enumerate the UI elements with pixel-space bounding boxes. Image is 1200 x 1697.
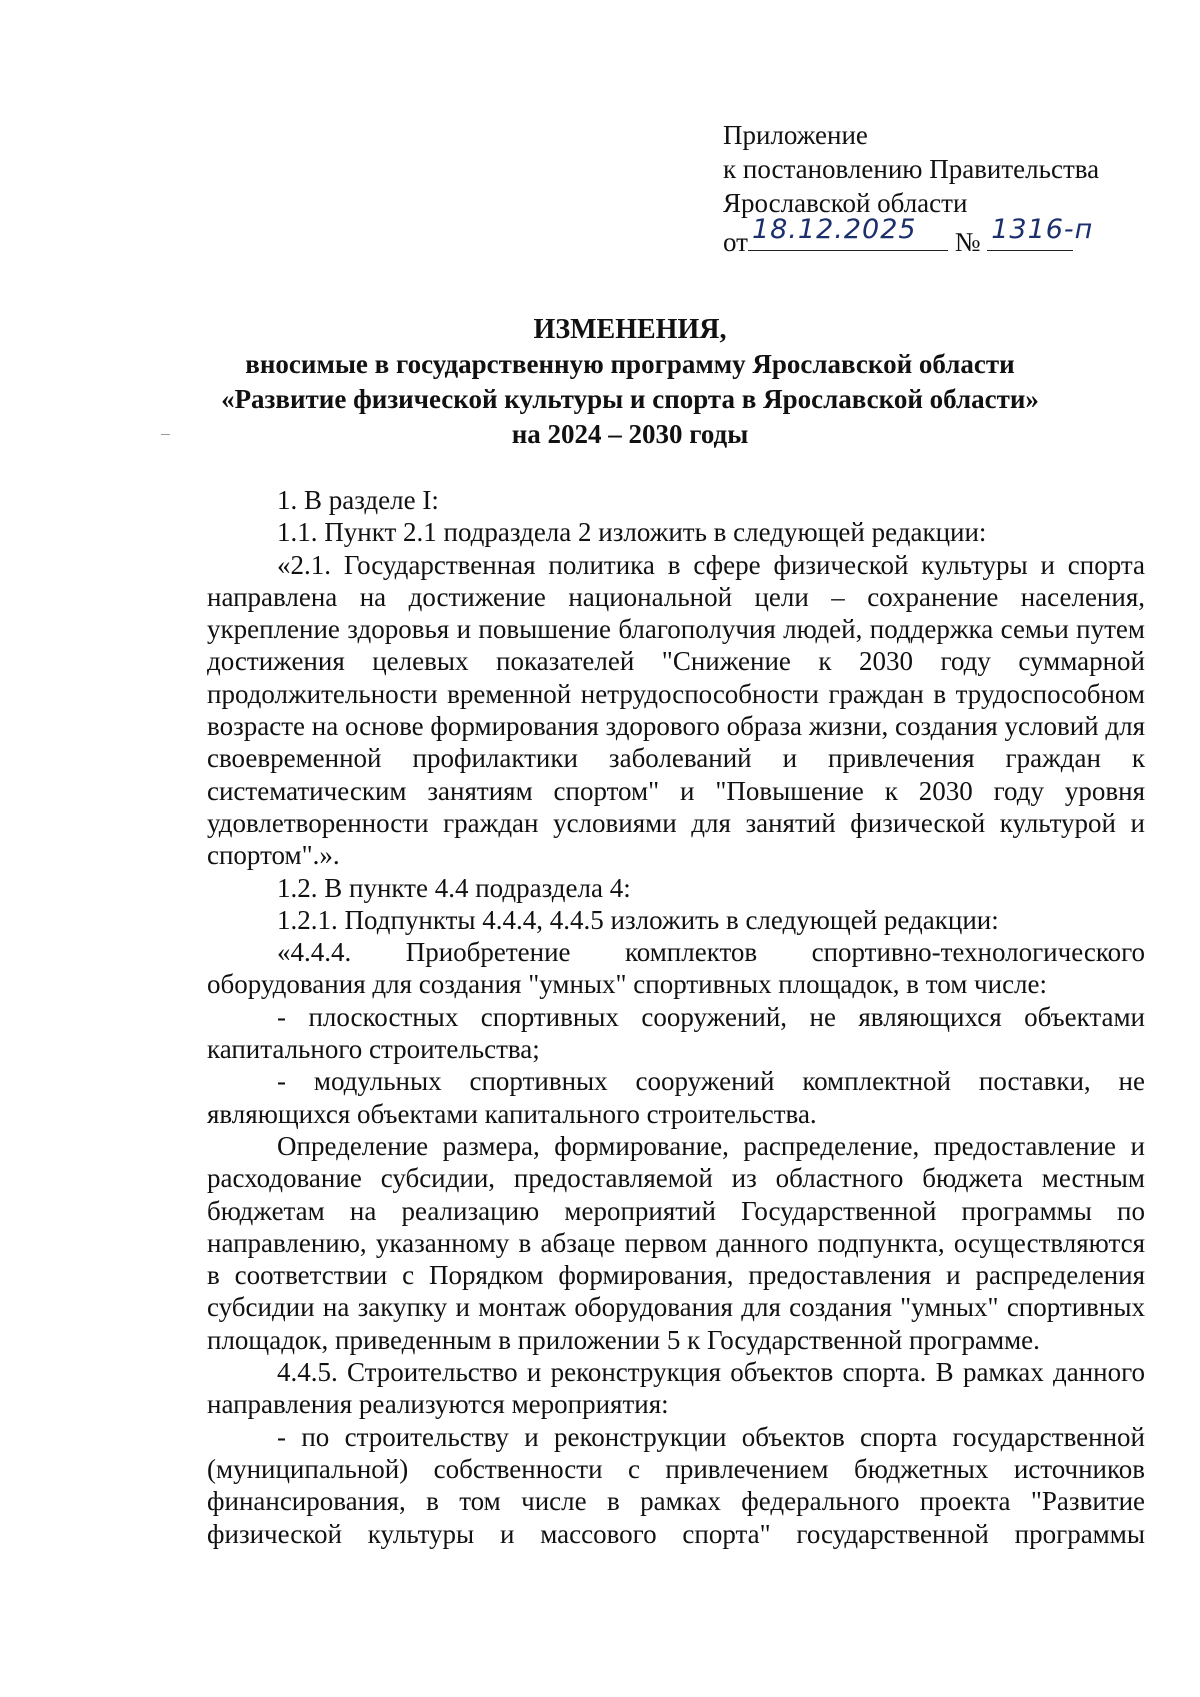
paragraph-8: - модульных спортивных сооружений комплектной поставки, не являющихся объектами капитального строительства. [207,1066,1145,1129]
appendix-decree-ref: к постановлению Правительства [723,154,1100,184]
paragraph-7: - плоскостных спортивных сооружений, не являющихся объектами капитального строительства; [207,1001,1145,1065]
document-body [207,484,1145,1550]
margin-mark [161,434,170,435]
date-field [748,214,948,251]
appendix-date-number-line [723,214,1163,259]
appendix-region: Ярославской области [723,188,968,218]
paragraph-10: 4.4.5. Строительство и реконструкция объектов спорта. В рамках данного направления реализуются мероприятия: [207,1357,1145,1420]
paragraph-5: 1.2.1. Подпункты 4.4.4, 4.4.5 изложить в следующей редакции: [277,904,999,935]
paragraph-2: 1.1. Пункт 2.1 подраздела 2 изложить в следующей редакции: [277,517,987,548]
appendix-header [723,118,1163,259]
title-line-4: на 2024 – 2030 годы [511,419,749,449]
title-main: ИЗМЕНЕНИЯ, [533,314,727,345]
paragraph-11: - по строительству и реконструкции объектов спорта государственной (муниципальной) собственности с привлечением бюджетных источников финансирования, в том числе в рамках федерального проекта "Развитие физической культуры и массового спорта" государственной программы [207,1421,1145,1549]
title-line-2: вносимые в государственную программу Ярославской области [245,349,1015,379]
date-prefix: от [723,227,748,257]
title-line-3: «Развитие физической культуры и спорта в Ярославской области» [221,384,1039,414]
paragraph-9: Определение размера, формирование, распределение, предоставление и расходование субсидии, предоставляемой из областного бюджета местным бюджетам на реализацию мероприятий Государственной программы по направлению, указанному в абзаце первом данного подпункта, осуществляются в соответствии с Порядком формирования, предоставления и распределения субсидии на закупку и монтаж оборудования для создания "умных" спортивных площадок, приведенным в приложении 5 к Государственной программе. [207,1130,1145,1355]
handwritten-number: 1316-п [991,214,1094,245]
appendix-label: Приложение [723,120,868,150]
number-field [987,214,1094,251]
paragraph-4: 1.2. В пункте 4.4 подраздела 4: [277,872,631,903]
paragraph-1: 1. В разделе I: [277,485,439,515]
handwritten-date: 18.12.2025 [751,214,917,245]
paragraph-3: «2.1. Государственная политика в сфере физической культуры и спорта направлена на достижение национальной цели – сохранение населения, укрепление здоровья и повышение благополучия людей, поддержка семьи путем достижения целевых показателей "Снижение к 2030 году суммарной продолжительности временной нетрудоспособности граждан в трудоспособном возрасте на основе формирования здорового образа жизни, создания условий для своевременной профилактики заболеваний и привлечения граждан к систематическим занятиям спортом" и "Повышение к 2030 году уровня удовлетворенности граждан условиями для занятий физической культурой и спортом".». [207,549,1145,871]
paragraph-6: «4.4.4. Приобретение комплектов спортивно-технологического оборудования для создания "умных" спортивных площадок, в том числе: [207,937,1145,1000]
document-title [180,312,1080,452]
number-prefix: № [954,227,981,257]
